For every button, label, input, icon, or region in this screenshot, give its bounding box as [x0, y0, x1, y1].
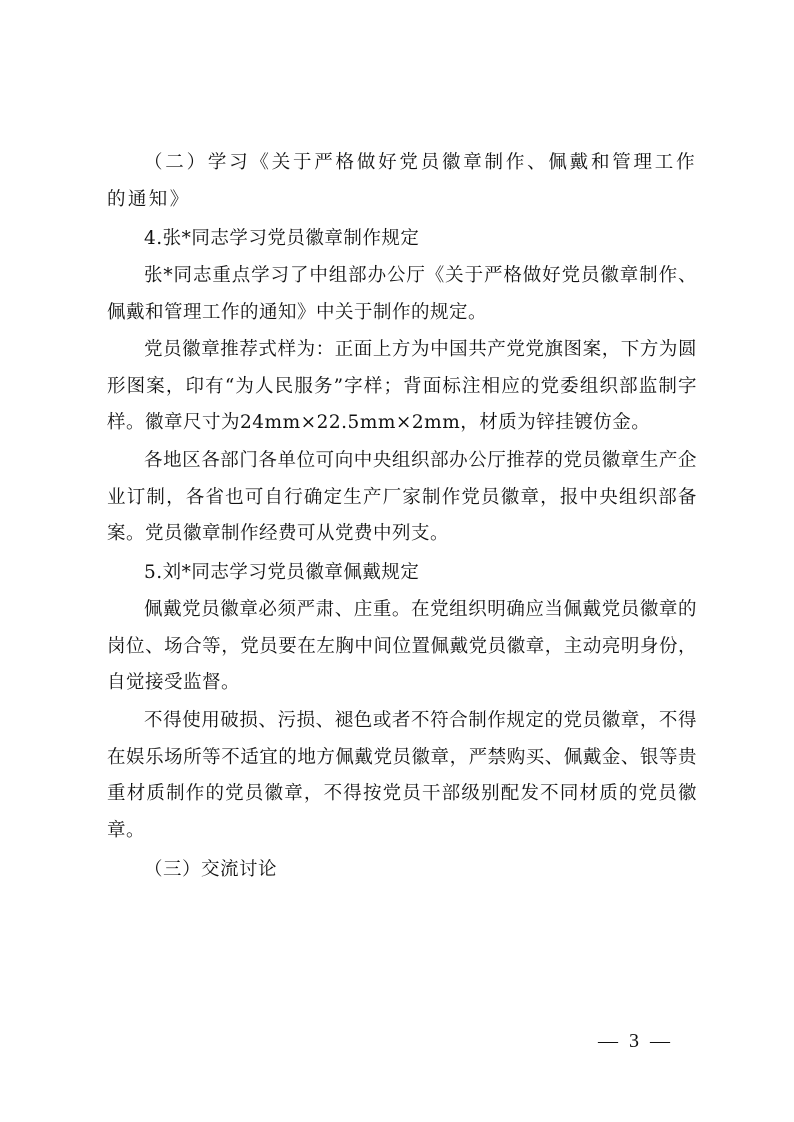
section-2-heading: （二）学习《关于严格做好党员徽章制作、佩戴和管理工作的通知》 — [107, 152, 697, 210]
item-5-paragraph-1: 佩戴党员徽章必须严肃、庄重。在党组织明确应当佩戴党员徽章的岗位、场合等，党员要在左胸中间位置佩戴党员徽章，主动亮明身份，自觉接受监督。 — [107, 599, 697, 694]
page-number: — 3 — — [598, 1030, 673, 1052]
item-4-paragraph-3: 各地区各部门各单位可向中央组织部办公厅推荐的党员徽章生产企业订制，各省也可自行确定生产厂家制作党员徽章，报中央组织部备案。党员徽章制作经费可从党费中列支。 — [107, 450, 697, 545]
item-5-title: 5.刘*同志学习党员徽章佩戴规定 — [144, 562, 420, 583]
item-5-paragraph-2: 不得使用破损、污损、褪色或者不符合制作规定的党员徽章，不得在娱乐场所等不适宜的地方佩戴党员徽章，严禁购买、佩戴金、银等贵重材质制作的党员徽章，不得按党员干部级别配发不同材质的党员徽章。 — [107, 710, 697, 841]
item-4-paragraph-2: 党员徽章推荐式样为：正面上方为中国共产党党旗图案，下方为圆形图案，印有“为人民服务”字样；背面标注相应的党委组织部监制字样。徽章尺寸为24mm×22.5mm×2mm，材质为锌挂镀仿金。 — [107, 339, 697, 434]
section-3-heading: （三）交流讨论 — [144, 859, 278, 880]
item-4-title: 4.张*同志学习党员徽章制作规定 — [144, 228, 420, 249]
item-4-paragraph-1: 张*同志重点学习了中组部办公厅《关于严格做好党员徽章制作、佩戴和管理工作的通知》中关于制作的规定。 — [107, 265, 697, 323]
